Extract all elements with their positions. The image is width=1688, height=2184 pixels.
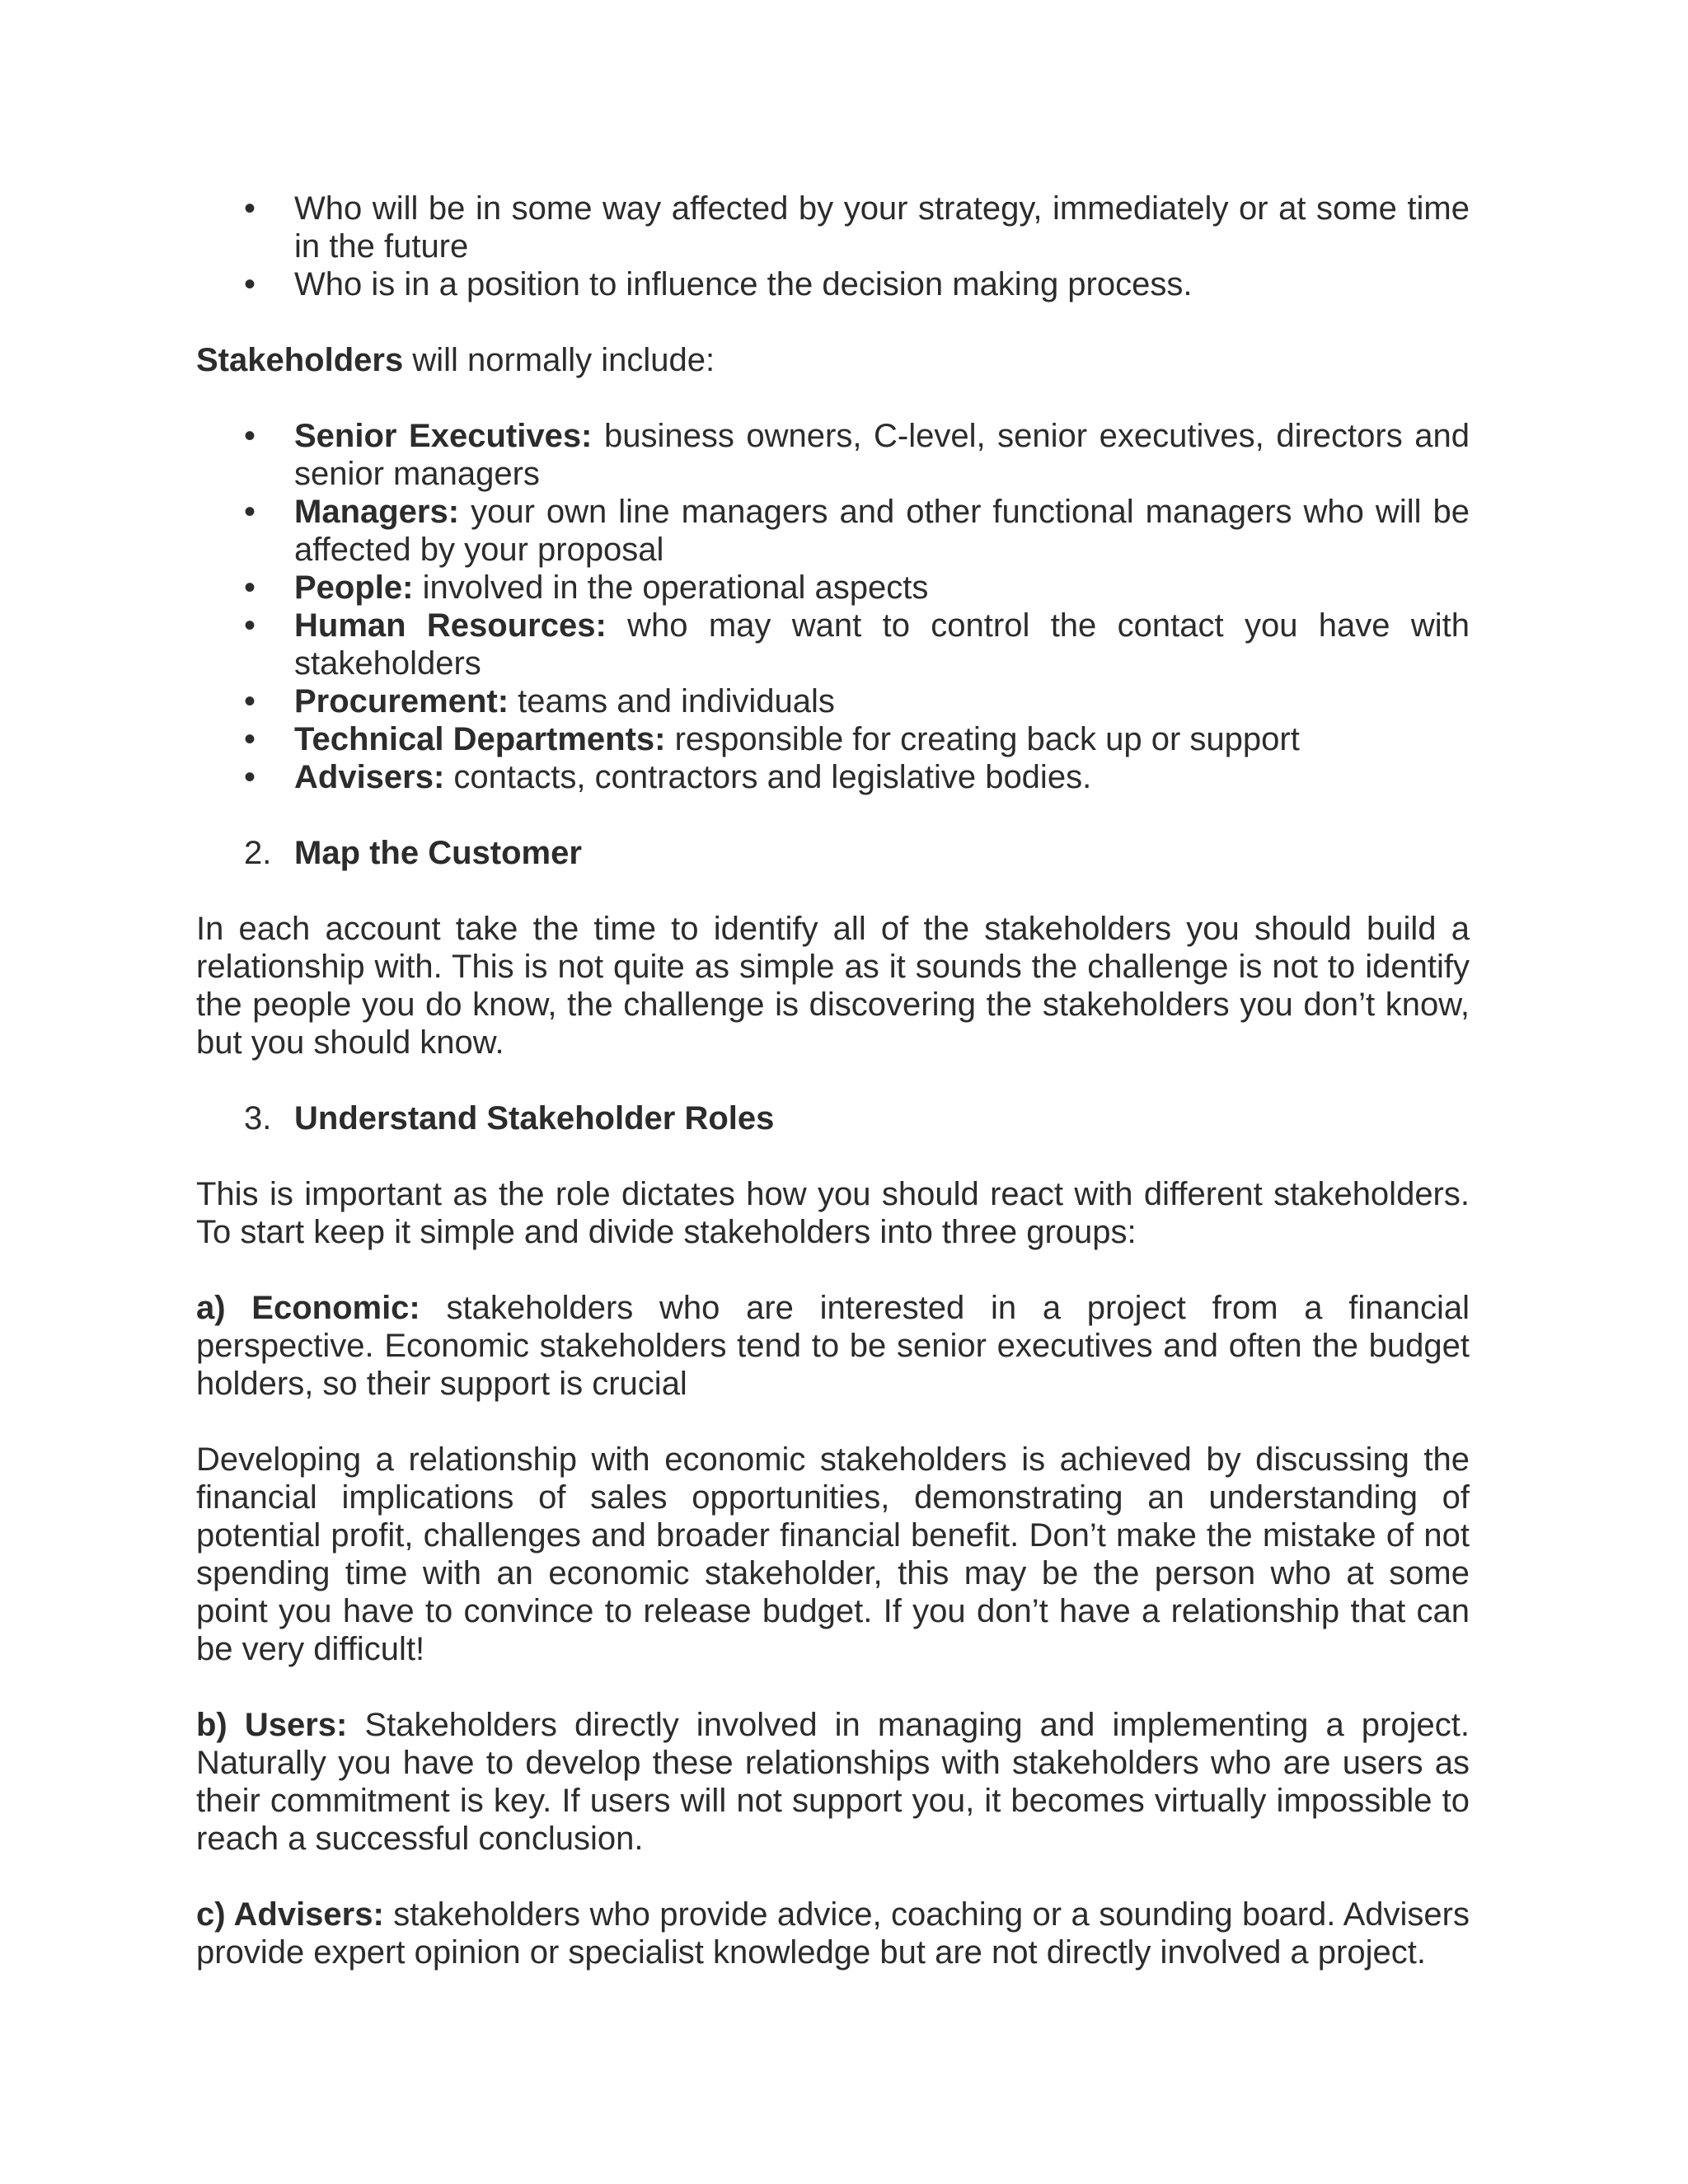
group-text: stakeholders who provide advice, coaching or a sounding board. Advisers provide expert opinion or specialist knowledge but are not directly involved a project.: [196, 1896, 1470, 1971]
list-item: [196, 758, 1470, 796]
list-item-term: Human Resources:: [294, 607, 607, 644]
list-item: [196, 569, 1470, 607]
users-group-paragraph: [196, 1706, 1470, 1858]
map-customer-paragraph: In each account take the time to identify all of the stakeholders you should build a relationship with. This is not quite as simple as it sounds the challenge is not to identify the people you do know, the challenge is discovering the stakeholders you don’t know, but you should know.: [196, 911, 1470, 1061]
stakeholder-roles-paragraph: This is important as the role dictates how you should react with different stakeholders. To start keep it simple and divide stakeholders into three groups:: [196, 1176, 1470, 1250]
list-item: [196, 607, 1470, 682]
section-number: 3.: [244, 1100, 272, 1137]
list-item-term: People:: [294, 569, 414, 606]
list-item-desc: teams and individuals: [509, 683, 835, 719]
group-label: a) Economic:: [196, 1290, 420, 1326]
stakeholders-term: Stakeholders: [196, 342, 404, 378]
economic-followup-paragraph: Developing a relationship with economic stakeholders is achieved by discussing the financial implications of sales opportunities, demonstrating an understanding of potential profit, challenges and broader financial benefit. Don’t make the mistake of not spending time with an economic stakeholder, this may be the person who at some point you have to convince to release budget. If you don’t have a relationship that can be very difficult!: [196, 1441, 1470, 1667]
list-item-desc: contacts, contractors and legislative bodies.: [444, 759, 1092, 795]
list-item-term: Advisers:: [294, 759, 445, 795]
group-label: b) Users:: [196, 1707, 348, 1743]
list-item: • Who will be in some way affected by your strategy, immediately or at some time in the future: [196, 190, 1470, 265]
list-item-desc: involved in the operational aspects: [413, 569, 929, 606]
list-item: [196, 417, 1470, 493]
group-label: c) Advisers:: [196, 1896, 384, 1933]
list-item: [196, 720, 1470, 758]
stakeholders-intro-text: will normally include:: [403, 342, 715, 378]
list-item-desc: business owners, C-level, senior executives, directors and senior managers: [294, 418, 1470, 492]
list-item-term: Technical Departments:: [294, 721, 666, 757]
stakeholders-intro-paragraph: [196, 341, 1470, 379]
list-item: [196, 682, 1470, 720]
section-title: Map the Customer: [294, 835, 582, 871]
list-item-desc: responsible for creating back up or support: [665, 721, 1300, 757]
list-item-term: Procurement:: [294, 683, 509, 719]
list-item: [196, 493, 1470, 569]
section-title: Understand Stakeholder Roles: [294, 1100, 775, 1137]
list-item-desc: who may want to control the contact you have with stakeholders: [294, 607, 1470, 682]
list-item-desc: your own line managers and other functional managers who will be affected by your proposal: [294, 494, 1470, 568]
group-text: Stakeholders directly involved in managing and implementing a project. Naturally you have to develop these relationships with stakeholders who are users as their commitment is key. If users will not support you, it becomes virtually impossible to reach a successful conclusion.: [196, 1707, 1470, 1857]
advisers-group-paragraph: [196, 1896, 1470, 1971]
economic-group-paragraph: [196, 1289, 1470, 1403]
list-item-term: Managers:: [294, 494, 460, 530]
group-text: stakeholders who are interested in a project from a financial perspective. Economic stakeholders tend to be senior executives and often the budget holders, so their support is crucial: [196, 1290, 1470, 1402]
section-heading-stakeholder-roles: [196, 1099, 1470, 1137]
document-page: [196, 190, 1470, 1971]
list-item-term: Senior Executives:: [294, 418, 593, 454]
section-number: 2.: [244, 835, 272, 871]
section-heading-map-customer: [196, 834, 1470, 872]
stakeholder-bullet-list: [196, 417, 1470, 796]
intro-bullet-list: [196, 190, 1470, 303]
list-item: • Who is in a position to influence the decision making process.: [196, 265, 1470, 303]
